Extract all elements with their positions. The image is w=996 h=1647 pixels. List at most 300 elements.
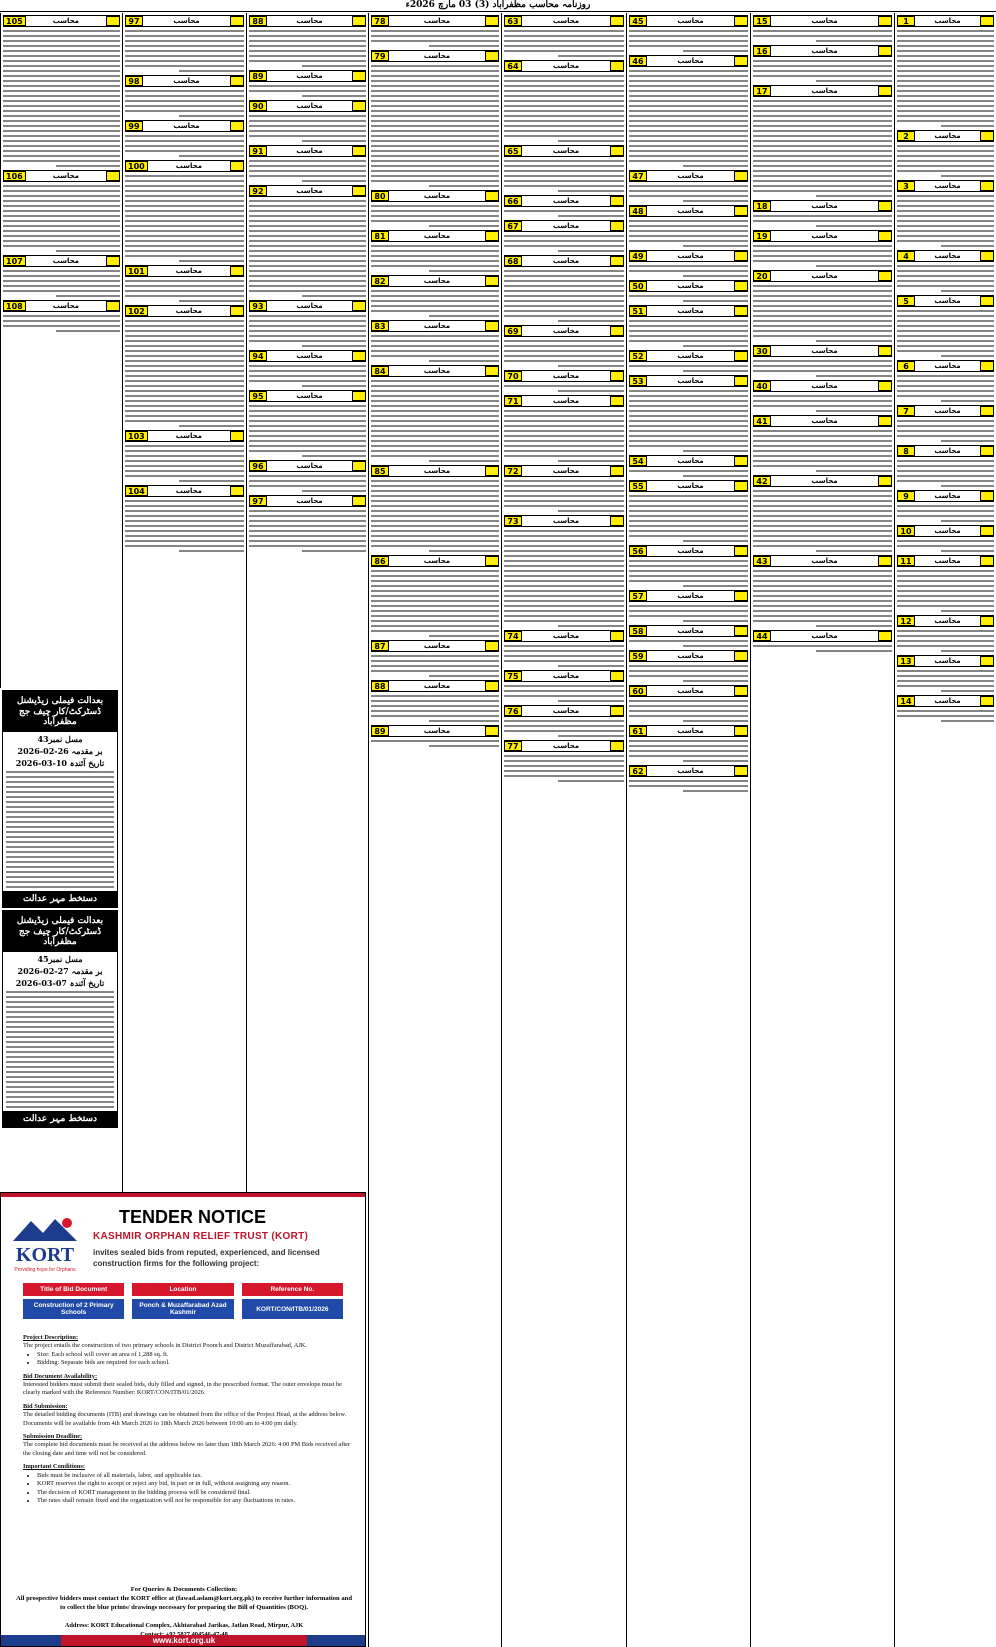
text-line: [125, 185, 244, 187]
text-line: [3, 125, 120, 127]
text-line: [683, 165, 748, 167]
text-line: [371, 340, 499, 342]
text-line: [3, 60, 120, 62]
classified-badge: [734, 16, 748, 26]
classified-badge: [230, 306, 244, 316]
text-line: [371, 430, 499, 432]
text-line: [504, 455, 624, 457]
text-line: [683, 540, 748, 542]
court-title: ڈسٹرکٹ/کار چیف جج مظفرآباد: [18, 927, 102, 947]
text-line: [941, 485, 994, 487]
court-date2: تاریخ آئندہ 07-03-2026: [15, 978, 105, 988]
court-signature: دستخط مہر عدالت: [3, 1111, 117, 1127]
text-line: [371, 65, 499, 67]
text-line: [897, 430, 994, 432]
text-line: [3, 200, 120, 202]
text-line: [125, 405, 244, 407]
classified-number: 89: [371, 726, 389, 736]
text-line: [6, 816, 114, 818]
text-line: [683, 275, 748, 277]
text-line: [897, 345, 994, 347]
text-line: [816, 340, 892, 342]
text-line: [371, 590, 499, 592]
text-line: [3, 225, 120, 227]
classified-number: 6: [897, 361, 915, 371]
classified-title: محاسب: [811, 382, 838, 390]
classified-heading: [753, 85, 892, 97]
text-line: [504, 305, 624, 307]
text-line: [629, 135, 748, 137]
text-line: [753, 250, 892, 252]
text-line: [249, 275, 366, 277]
text-line: [249, 535, 366, 537]
classified-number: 53: [629, 376, 647, 386]
classified-title: محاسب: [811, 47, 838, 55]
text-line: [371, 145, 499, 147]
classified-title: محاسب: [677, 652, 704, 660]
classified-number: 80: [371, 191, 389, 201]
text-line: [371, 670, 499, 672]
classified-badge: [980, 361, 994, 371]
text-line: [753, 300, 892, 302]
text-line: [629, 745, 748, 747]
text-line: [125, 255, 244, 257]
text-line: [3, 235, 120, 237]
text-line: [249, 340, 366, 342]
classified-title: محاسب: [677, 377, 704, 385]
text-line: [3, 95, 120, 97]
text-line: [629, 525, 748, 527]
classified-title: محاسب: [175, 267, 202, 275]
text-line: [3, 55, 120, 57]
text-line: [504, 565, 624, 567]
text-line: [249, 365, 366, 367]
text-line: [897, 470, 994, 472]
text-line: [371, 435, 499, 437]
text-line: [504, 125, 624, 127]
tender-body: [23, 1329, 353, 1505]
text-line: [558, 460, 624, 462]
classified-title: محاسب: [173, 17, 200, 25]
classified-badge: [878, 201, 892, 211]
text-line: [816, 470, 892, 472]
text-line: [6, 1066, 114, 1068]
text-line: [429, 360, 499, 362]
text-line: [629, 90, 748, 92]
text-line: [371, 630, 499, 632]
text-line: [504, 600, 624, 602]
classified-number: 73: [504, 516, 522, 526]
classified-heading: [504, 630, 624, 642]
classified-title: محاسب: [677, 57, 704, 65]
website-link[interactable]: www.kort.org.uk: [61, 1635, 307, 1646]
classified-heading: [629, 350, 748, 362]
text-line: [897, 515, 994, 517]
text-line: [941, 400, 994, 402]
text-line: [302, 95, 366, 97]
text-line: [125, 65, 244, 67]
classified-heading: [629, 685, 748, 697]
text-line: [3, 270, 120, 272]
classified-title: محاسب: [423, 467, 451, 475]
text-line: [429, 185, 499, 187]
text-line: [125, 505, 244, 507]
classified-number: 18: [753, 201, 771, 211]
text-line: [125, 420, 244, 422]
list-item: • The rates shall remain fixed and the organization will not be responsible for any fluctuations in rates.: [37, 1497, 353, 1505]
text-line: [897, 670, 994, 672]
text-line: [125, 545, 244, 547]
text-line: [897, 710, 994, 712]
classified-badge: [352, 186, 366, 196]
classified-badge: [610, 671, 624, 681]
text-line: [3, 50, 120, 52]
text-line: [125, 250, 244, 252]
classified-title: محاسب: [552, 17, 580, 25]
text-line: [249, 480, 366, 482]
text-line: [629, 605, 748, 607]
classified-number: 30: [753, 346, 771, 356]
text-line: [753, 505, 892, 507]
text-line: [125, 460, 244, 462]
section-title: Project Description:: [23, 1334, 79, 1341]
text-line: [504, 435, 624, 437]
classified-badge: [485, 366, 499, 376]
classified-badge: [878, 381, 892, 391]
classified-title: محاسب: [934, 362, 961, 370]
text-line: [897, 605, 994, 607]
classified-number: 42: [753, 476, 771, 486]
text-line: [371, 85, 499, 87]
text-line: [3, 190, 120, 192]
text-line: [249, 270, 366, 272]
classified-number: 44: [753, 631, 771, 641]
classified-title: محاسب: [296, 147, 323, 155]
classified-badge: [878, 231, 892, 241]
classified-number: 12: [897, 616, 915, 626]
classified-badge: [734, 686, 748, 696]
classified-number: 41: [753, 416, 771, 426]
text-line: [897, 55, 994, 57]
text-line: [897, 675, 994, 677]
text-line: [753, 155, 892, 157]
classified-title: محاسب: [52, 302, 79, 310]
text-line: [371, 530, 499, 532]
classified-badge: [734, 351, 748, 361]
text-line: [897, 265, 994, 267]
text-line: [371, 120, 499, 122]
text-line: [371, 385, 499, 387]
text-line: [504, 45, 624, 47]
text-line: [558, 365, 624, 367]
text-line: [897, 580, 994, 582]
classified-title: محاسب: [423, 642, 451, 650]
text-line: [6, 1036, 114, 1038]
text-line: [897, 350, 994, 352]
text-line: [897, 275, 994, 277]
text-line: [504, 235, 624, 237]
text-line: [753, 400, 892, 402]
classified-title: محاسب: [552, 257, 580, 265]
text-line: [504, 605, 624, 607]
classified-number: 100: [125, 161, 148, 171]
text-line: [371, 255, 499, 257]
text-line: [429, 460, 499, 462]
classified-number: 3: [897, 181, 915, 191]
text-line: [629, 230, 748, 232]
text-line: [816, 80, 892, 82]
text-line: [249, 285, 366, 287]
news-column: [894, 13, 996, 1647]
text-line: [125, 50, 244, 52]
classified-heading: [753, 555, 892, 567]
text-line: [558, 215, 624, 217]
court-notice-header: [3, 691, 117, 732]
text-line: [6, 791, 114, 793]
classified-title: محاسب: [934, 132, 961, 140]
text-line: [504, 555, 624, 557]
text-line: [504, 340, 624, 342]
classified-heading: [504, 370, 624, 382]
text-line: [504, 355, 624, 357]
text-line: [753, 60, 892, 62]
classified-heading: [629, 765, 748, 777]
bid-table-cell: Construction of 2 Primary Schools: [23, 1299, 124, 1319]
classified-badge: [485, 231, 499, 241]
text-line: [3, 290, 120, 292]
classified-badge: [352, 16, 366, 26]
text-line: [125, 290, 244, 292]
text-line: [249, 40, 366, 42]
classified-number: 8: [897, 446, 915, 456]
text-line: [504, 590, 624, 592]
classified-number: 13: [897, 656, 915, 666]
text-line: [3, 160, 120, 162]
text-line: [249, 130, 366, 132]
text-line: [558, 665, 624, 667]
text-line: [6, 861, 114, 863]
classified-heading: [897, 295, 994, 307]
classified-heading: [897, 555, 994, 567]
classified-title: محاسب: [934, 252, 961, 260]
text-line: [629, 580, 748, 582]
text-line: [753, 330, 892, 332]
classified-title: محاسب: [175, 432, 202, 440]
text-line: [504, 85, 624, 87]
text-line: [897, 420, 994, 422]
text-line: [683, 720, 748, 722]
text-line: [504, 770, 624, 772]
classified-badge: [352, 461, 366, 471]
classified-number: 75: [504, 671, 522, 681]
text-line: [629, 435, 748, 437]
text-line: [249, 445, 366, 447]
text-line: [371, 215, 499, 217]
classified-number: 49: [629, 251, 647, 261]
text-line: [897, 120, 994, 122]
classified-number: 17: [753, 86, 771, 96]
text-line: [753, 460, 892, 462]
text-line: [629, 30, 748, 32]
classified-heading: [753, 270, 892, 282]
classified-number: 107: [3, 256, 26, 266]
text-line: [3, 45, 120, 47]
text-line: [504, 410, 624, 412]
classified-number: 43: [753, 556, 771, 566]
classified-heading: [504, 145, 624, 157]
text-line: [504, 275, 624, 277]
classified-number: 47: [629, 171, 647, 181]
text-line: [897, 170, 994, 172]
text-line: [371, 455, 499, 457]
text-line: [897, 640, 994, 642]
text-line: [941, 290, 994, 292]
text-line: [371, 655, 499, 657]
text-line: [629, 160, 748, 162]
text-line: [179, 550, 244, 552]
text-line: [504, 270, 624, 272]
text-line: [6, 991, 114, 993]
text-line: [504, 595, 624, 597]
text-line: [371, 450, 499, 452]
classified-number: 9: [897, 491, 915, 501]
classified-number: 7: [897, 406, 915, 416]
classified-number: 57: [629, 591, 647, 601]
text-line: [629, 410, 748, 412]
text-line: [753, 570, 892, 572]
classified-title: محاسب: [423, 17, 451, 25]
text-line: [897, 685, 994, 687]
classified-title: محاسب: [552, 372, 580, 380]
classified-heading: [3, 15, 120, 27]
classified-heading: [629, 480, 748, 492]
text-line: [6, 831, 114, 833]
classified-title: محاسب: [811, 232, 838, 240]
text-line: [753, 185, 892, 187]
logo-text: KORT: [15, 1244, 75, 1266]
text-line: [897, 335, 994, 337]
text-line: [125, 530, 244, 532]
classified-badge: [485, 16, 499, 26]
text-line: [504, 315, 624, 317]
text-line: [371, 335, 499, 337]
classified-title: محاسب: [677, 547, 704, 555]
text-line: [629, 150, 748, 152]
text-line: [629, 145, 748, 147]
text-line: [125, 525, 244, 527]
text-line: [816, 625, 892, 627]
text-line: [629, 610, 748, 612]
classified-heading: [629, 725, 748, 737]
text-line: [249, 220, 366, 222]
classified-number: 105: [3, 16, 26, 26]
text-line: [371, 170, 499, 172]
text-line: [249, 30, 366, 32]
text-line: [3, 140, 120, 142]
text-line: [753, 525, 892, 527]
classified-number: 108: [3, 301, 26, 311]
classified-title: محاسب: [934, 527, 961, 535]
text-line: [6, 1081, 114, 1083]
text-line: [753, 100, 892, 102]
text-line: [629, 780, 748, 782]
text-line: [125, 105, 244, 107]
text-line: [897, 280, 994, 282]
text-line: [249, 265, 366, 267]
classified-heading: [897, 360, 994, 372]
text-line: [249, 420, 366, 422]
classified-heading: [897, 525, 994, 537]
text-line: [125, 140, 244, 142]
text-line: [371, 175, 499, 177]
classified-number: 93: [249, 301, 267, 311]
text-line: [504, 185, 624, 187]
classified-title: محاسب: [811, 417, 838, 425]
classified-title: محاسب: [811, 477, 838, 485]
text-line: [3, 150, 120, 152]
text-line: [629, 425, 748, 427]
text-line: [249, 370, 366, 372]
court-case: مسل نمبر45: [37, 954, 83, 964]
text-line: [504, 385, 624, 387]
text-line: [6, 996, 114, 998]
text-line: [629, 395, 748, 397]
text-line: [897, 215, 994, 217]
classified-badge: [610, 146, 624, 156]
classified-title: محاسب: [552, 707, 580, 715]
text-line: [504, 685, 624, 687]
text-line: [504, 445, 624, 447]
text-line: [125, 535, 244, 537]
classified-heading: [629, 205, 748, 217]
text-line: [504, 360, 624, 362]
text-line: [753, 360, 892, 362]
text-line: [629, 225, 748, 227]
text-line: [6, 1061, 114, 1063]
text-line: [504, 660, 624, 662]
text-line: [629, 95, 748, 97]
text-line: [371, 345, 499, 347]
text-line: [504, 35, 624, 37]
classified-title: محاسب: [934, 407, 961, 415]
bid-table-cell: KORT/CON/ITB/01/2026: [242, 1299, 343, 1319]
classified-badge: [980, 251, 994, 261]
classified-heading: [3, 300, 120, 312]
text-line: [629, 140, 748, 142]
text-line: [249, 215, 366, 217]
text-line: [897, 155, 994, 157]
text-line: [371, 615, 499, 617]
footer-stripe: [307, 1635, 366, 1646]
text-line: [249, 520, 366, 522]
classified-number: 19: [753, 231, 771, 241]
classified-heading: [125, 305, 244, 317]
text-line: [629, 565, 748, 567]
text-line: [753, 490, 892, 492]
classified-heading: [753, 630, 892, 642]
text-line: [302, 180, 366, 182]
text-line: [504, 500, 624, 502]
text-line: [56, 165, 120, 167]
classified-number: 61: [629, 726, 647, 736]
classified-badge: [352, 101, 366, 111]
text-line: [629, 615, 748, 617]
text-line: [125, 455, 244, 457]
text-line: [941, 650, 994, 652]
text-line: [125, 500, 244, 502]
text-line: [6, 1076, 114, 1078]
text-line: [629, 45, 748, 47]
